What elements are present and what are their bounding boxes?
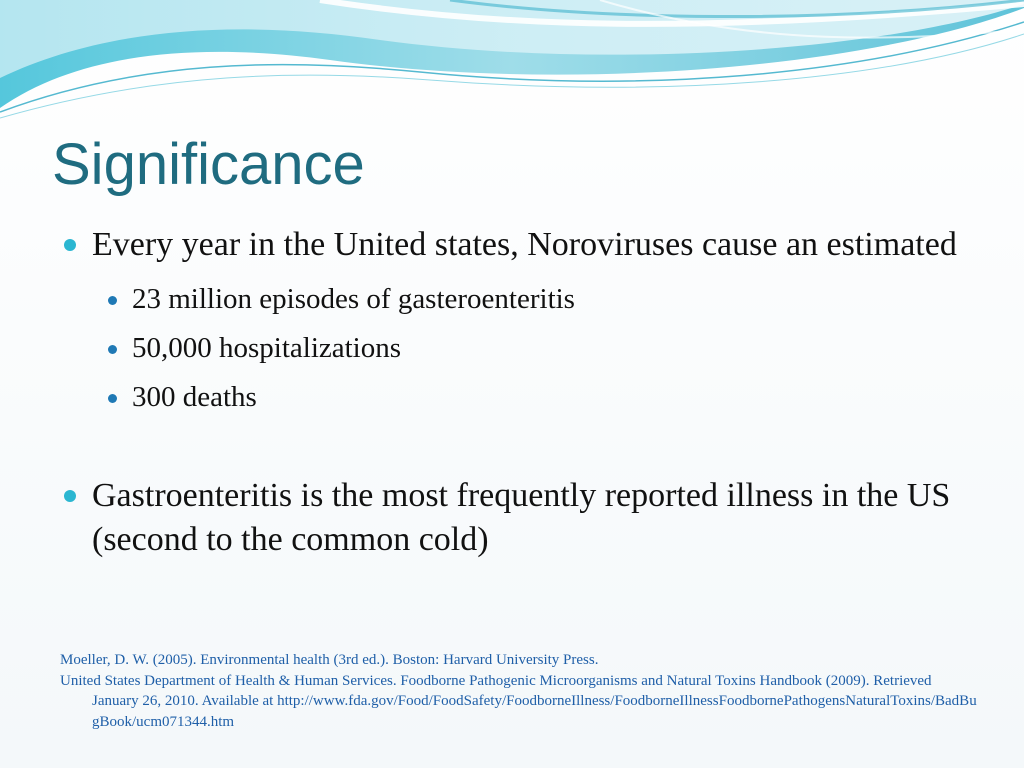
bullet-dot-icon: [64, 490, 76, 502]
bullet-list: [60, 223, 960, 562]
sub-bullet-item: [92, 373, 960, 422]
bullet-text: Gastroenteritis is the most frequently reported illness in the US (second to the common cold): [92, 477, 951, 558]
reference-item: [60, 671, 980, 733]
sub-bullet-item: [92, 275, 960, 324]
sub-bullet-dot-icon: [108, 394, 117, 403]
reference-url-link[interactable]: http://www.fda.gov/Food/FoodSafety/FoodborneIllness/FoodborneIllnessFoodbornePathogensNaturalToxins/BadBugBook/ucm071344.htm: [92, 693, 977, 730]
bullet-text: Every year in the United states, Noroviruses cause an estimated: [92, 226, 957, 263]
sub-bullet-dot-icon: [108, 345, 117, 354]
bullet-item: [60, 474, 960, 562]
sub-bullet-text: 50,000 hospitalizations: [132, 332, 402, 364]
spacer: [60, 422, 960, 474]
sub-bullet-dot-icon: [108, 296, 117, 305]
reference-text: United States Department of Health & Human Services. Foodborne Pathogenic Microorganisms and Natural Toxins Handbook (2009). Retrieved January 26, 2010. Available at: [60, 672, 932, 709]
references: [60, 650, 980, 732]
sub-bullet-item: [92, 324, 960, 373]
slide-title: Significance: [52, 132, 365, 197]
bullet-item: [60, 223, 960, 422]
sub-bullet-text: 300 deaths: [132, 381, 257, 413]
sub-bullet-text: 23 million episodes of gasteroenteritis: [132, 283, 575, 315]
reference-item: Moeller, D. W. (2005). Environmental health (3rd ed.). Boston: Harvard University Press.: [60, 652, 599, 668]
bullet-dot-icon: [64, 239, 76, 251]
sub-bullet-list: [92, 275, 960, 422]
wave-decoration: [0, 0, 1024, 130]
